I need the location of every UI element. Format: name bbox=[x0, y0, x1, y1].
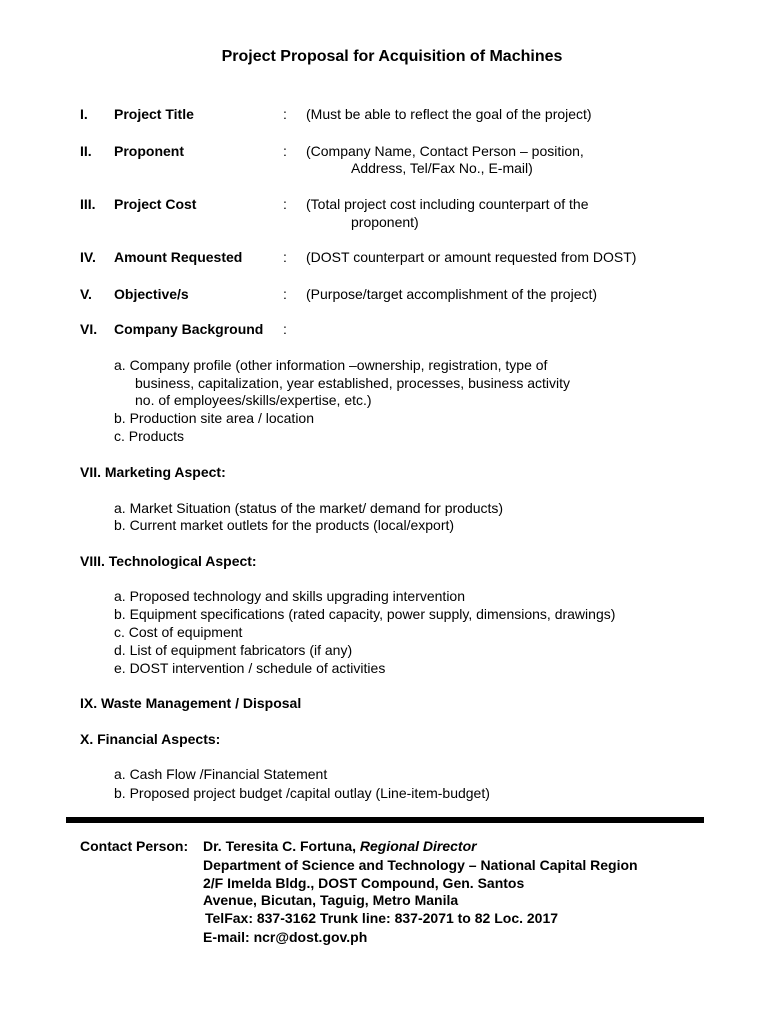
financial-item: a. Cash Flow /Financial Statement bbox=[114, 766, 328, 782]
company-background-item: b. Production site area / location bbox=[114, 410, 315, 426]
section-v-colon: : bbox=[283, 286, 287, 302]
section-vi-colon: : bbox=[283, 321, 287, 337]
technological-item: a. Proposed technology and skills upgrading intervention bbox=[114, 588, 466, 604]
technological-item: c. Cost of equipment bbox=[114, 624, 243, 640]
contact-label: Contact Person: bbox=[80, 838, 189, 854]
technological-item: b. Equipment specifications (rated capacity, power supply, dimensions, drawings) bbox=[114, 606, 616, 622]
section-i-label: Project Title bbox=[114, 106, 194, 122]
section-i-description: (Must be able to reflect the goal of the project) bbox=[306, 106, 592, 122]
marketing-item: a. Market Situation (status of the market/ demand for products) bbox=[114, 500, 504, 516]
section-i-colon: : bbox=[283, 106, 287, 122]
section-v-label: Objective/s bbox=[114, 286, 189, 302]
company-background-item: c. Products bbox=[114, 428, 185, 444]
section-iv-label: Amount Requested bbox=[114, 249, 243, 265]
section-ii-label: Proponent bbox=[114, 143, 184, 159]
section-iv-colon: : bbox=[283, 249, 287, 265]
contact-name-line bbox=[203, 838, 477, 855]
section-ii-description: (Company Name, Contact Person – position, bbox=[306, 143, 584, 159]
waste-management-heading: IX. Waste Management / Disposal bbox=[80, 695, 302, 711]
technological-item: d. List of equipment fabricators (if any) bbox=[114, 642, 353, 658]
section-vi-number: VI. bbox=[80, 321, 98, 337]
marketing-aspect-heading: VII. Marketing Aspect: bbox=[80, 464, 226, 480]
contact-phone: TelFax: 837-3162 Trunk line: 837-2071 to 82 Loc. 2017 bbox=[205, 910, 559, 926]
section-iii-label: Project Cost bbox=[114, 196, 197, 212]
marketing-item: b. Current market outlets for the products (local/export) bbox=[114, 517, 455, 533]
company-background-item: a. Company profile (other information –ownership, registration, type of bbox=[114, 357, 548, 373]
contact-address-line: Avenue, Bicutan, Taguig, Metro Manila bbox=[203, 892, 459, 908]
financial-item: b. Proposed project budget /capital outlay (Line-item-budget) bbox=[114, 785, 490, 801]
contact-organization: Department of Science and Technology – National Capital Region bbox=[203, 857, 638, 873]
section-iii-number: III. bbox=[80, 196, 96, 212]
section-i-number: I. bbox=[80, 106, 88, 122]
section-v-description: (Purpose/target accomplishment of the project) bbox=[306, 286, 598, 302]
technological-aspect-heading: VIII. Technological Aspect: bbox=[80, 553, 257, 569]
section-ii-number: II. bbox=[80, 143, 92, 159]
company-background-item-cont: business, capitalization, year established, processes, business activity bbox=[135, 375, 570, 391]
contact-address-line: 2/F Imelda Bldg., DOST Compound, Gen. Santos bbox=[203, 875, 525, 891]
section-iii-description: (Total project cost including counterpart of the bbox=[306, 196, 589, 212]
section-ii-colon: : bbox=[283, 143, 287, 159]
contact-role: Regional Director bbox=[359, 838, 477, 854]
divider-rule bbox=[66, 817, 704, 823]
contact-email: E-mail: ncr@dost.gov.ph bbox=[203, 929, 368, 945]
section-iii-colon: : bbox=[283, 196, 287, 212]
section-v-number: V. bbox=[80, 286, 92, 302]
contact-name: Dr. Teresita C. Fortuna, bbox=[203, 838, 356, 854]
technological-item: e. DOST intervention / schedule of activities bbox=[114, 660, 386, 676]
section-iv-description: (DOST counterpart or amount requested from DOST) bbox=[306, 249, 637, 265]
page-title: Project Proposal for Acquisition of Machines bbox=[221, 48, 563, 65]
section-iii-description-cont: proponent) bbox=[351, 214, 419, 230]
company-background-item-cont: no. of employees/skills/expertise, etc.) bbox=[135, 392, 372, 408]
section-vi-label: Company Background bbox=[114, 321, 264, 337]
section-iv-number: IV. bbox=[80, 249, 96, 265]
section-ii-description-cont: Address, Tel/Fax No., E-mail) bbox=[351, 160, 533, 176]
financial-aspects-heading: X. Financial Aspects: bbox=[80, 731, 221, 747]
